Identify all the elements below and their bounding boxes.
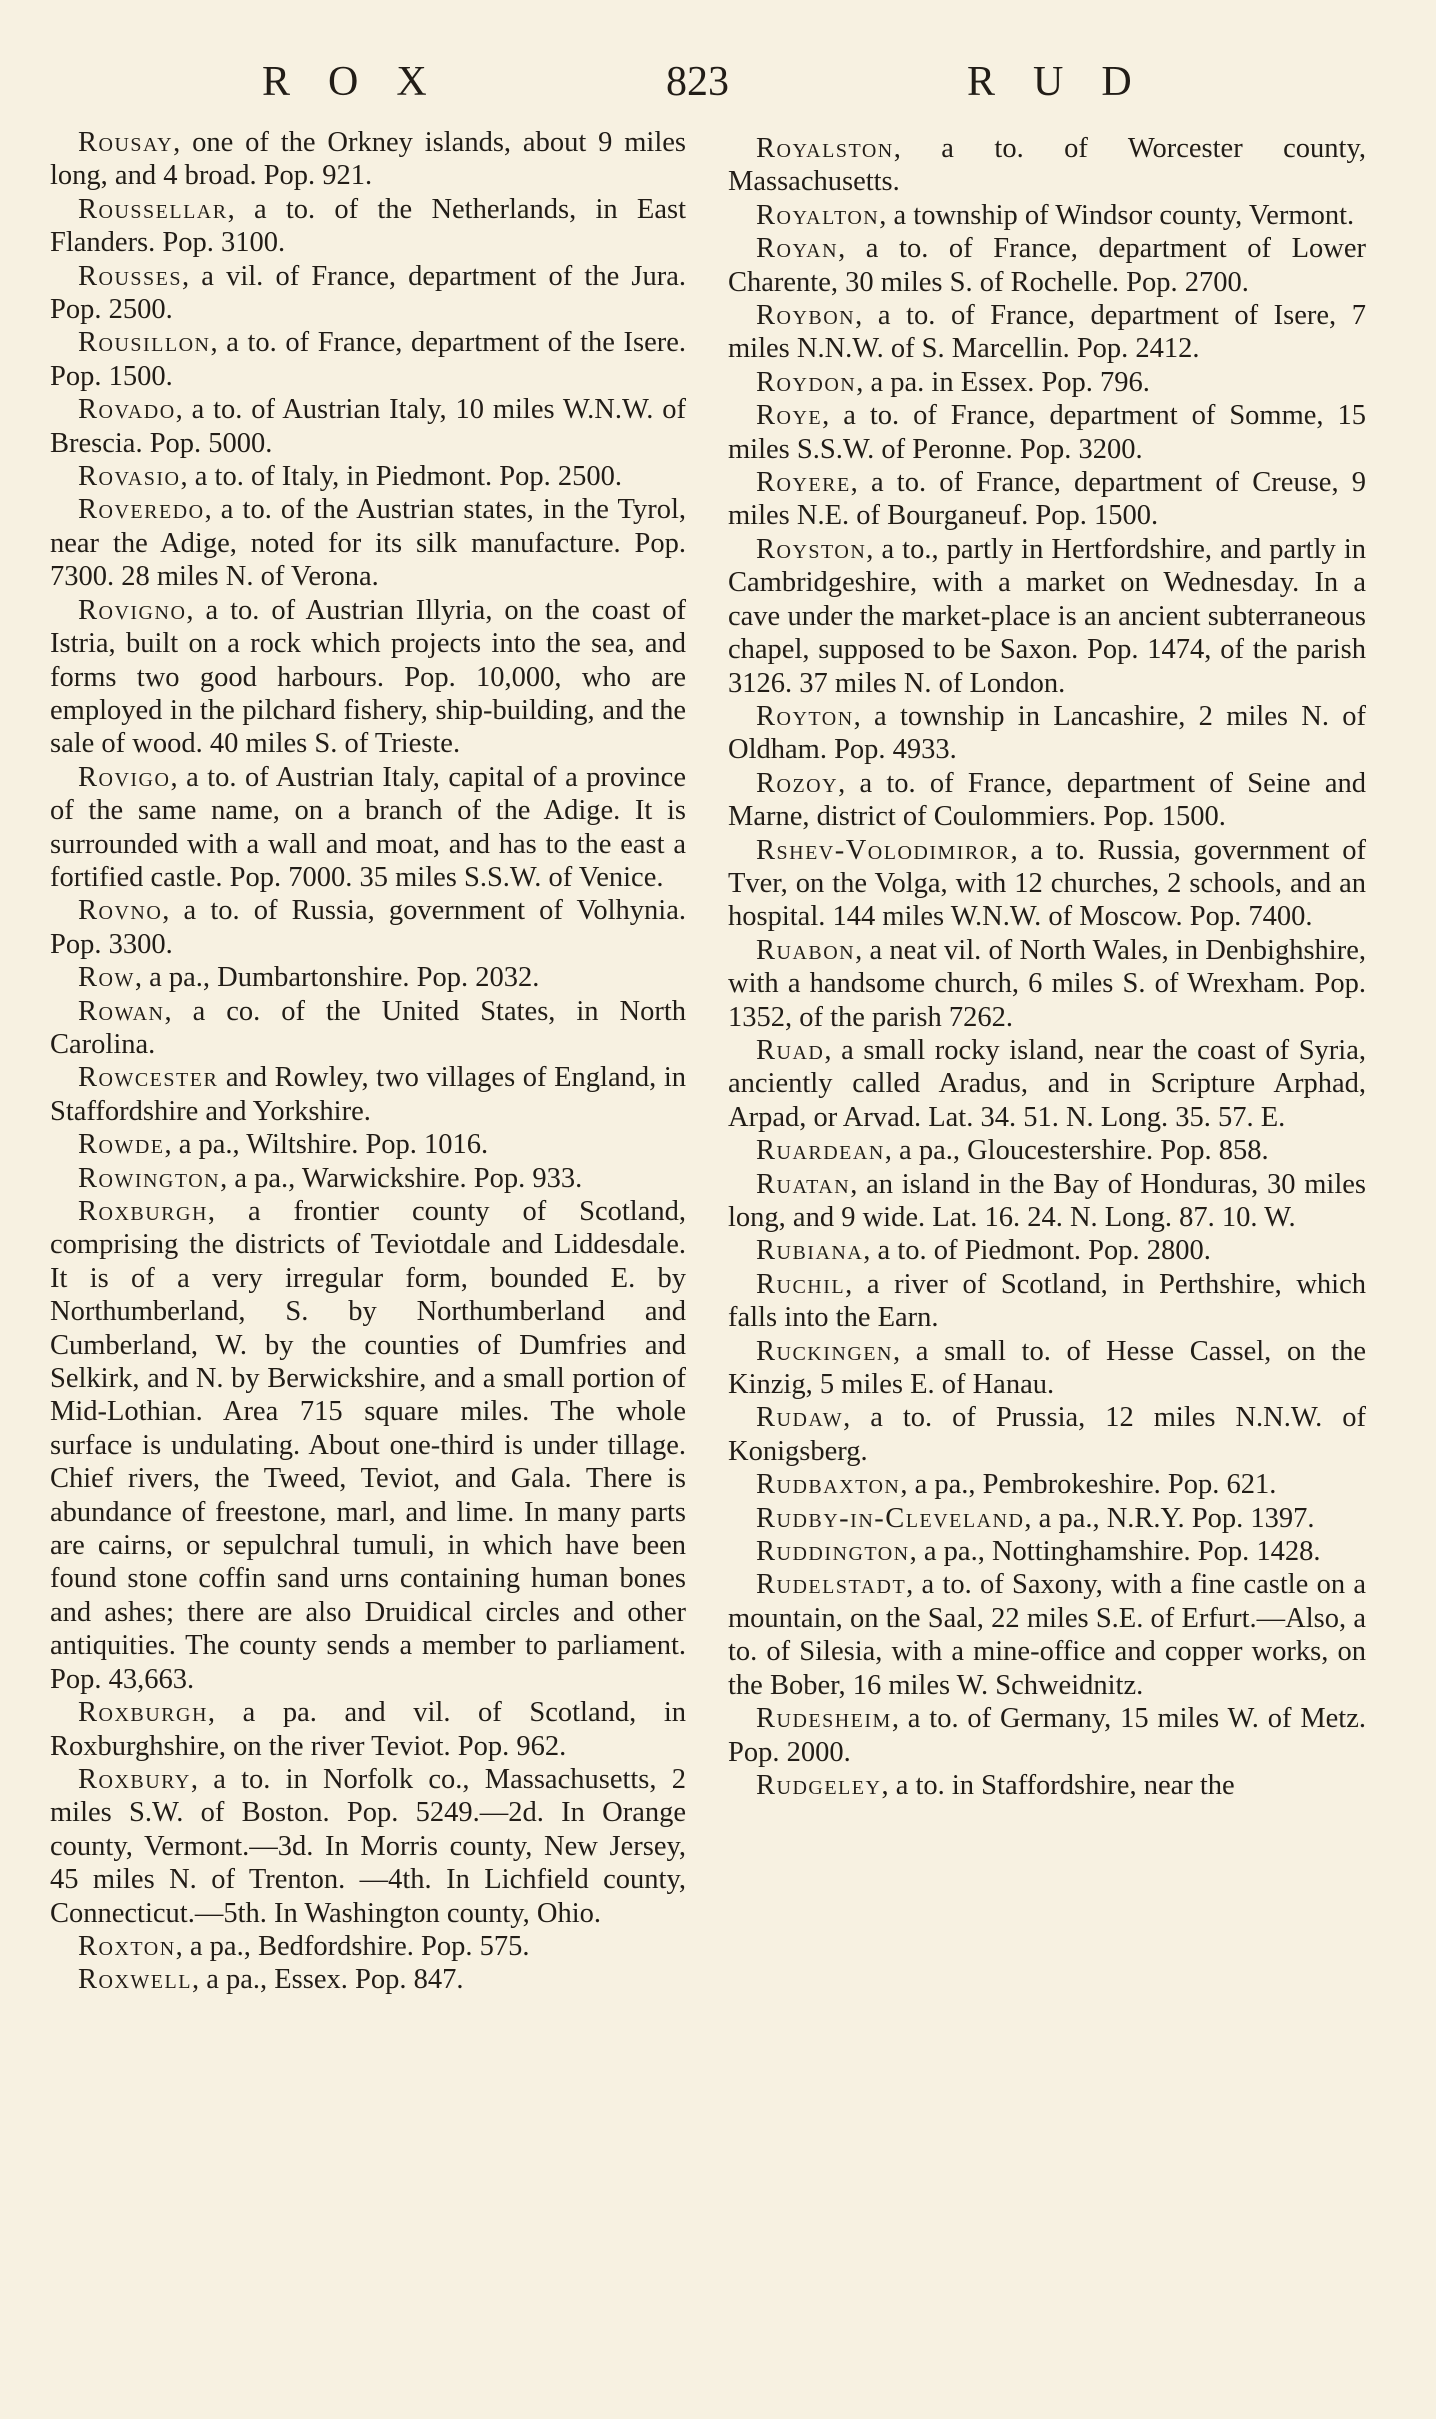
entry-text: , a co. of the United States, in North Carolina. [50, 995, 686, 1060]
entry-headword: Rubiana [756, 1235, 864, 1267]
gazetteer-entry [50, 460, 686, 493]
entry-headword: Ruddington [756, 1536, 910, 1568]
entry-headword: Royton [756, 700, 854, 732]
entry-headword: Royere [756, 467, 851, 499]
gazetteer-entry [50, 1963, 686, 1996]
gazetteer-entry [728, 533, 1366, 700]
entry-headword: Ruardean [756, 1135, 885, 1167]
gazetteer-entry [50, 1763, 686, 1930]
entry-text: , a to. of Germany, 15 miles W. of Metz. Pop. 2000. [728, 1703, 1366, 1768]
entry-headword: Rovigno [78, 594, 187, 626]
entry-headword: Royston [756, 533, 867, 565]
gazetteer-entry [728, 700, 1366, 767]
entry-text: , a pa. in Essex. Pop. 796. [856, 366, 1150, 398]
entry-headword: Rudbaxton [756, 1469, 901, 1501]
gazetteer-entry [728, 199, 1366, 232]
entry-text: , a to. of France, department of Isere, 7 miles N.N.W. of S. Marcellin. Pop. 2412. [728, 300, 1366, 365]
entry-headword: Ruatan [756, 1168, 851, 1200]
gazetteer-entry [728, 1234, 1366, 1267]
entry-headword: Rovado [78, 394, 176, 426]
entry-text: , a to. of Austrian Italy, capital of a province of the same name, on a branch of the Adige. It is surrounded with a wall and moat, and has to the east a fortified castle. Pop. 7000. 35 miles S.S.W. of Venice. [50, 761, 686, 893]
entry-text: , a to. of Saxony, with a fine castle on a mountain, on the Saal, 22 miles S.E. of Erfurt.—Also, a to. of Silesia, with a mine-office and copper works, on the Bober, 16 miles W. Schweidnitz. [728, 1569, 1366, 1701]
entry-headword: Ruad [756, 1034, 825, 1066]
gazetteer-entry [728, 1702, 1366, 1769]
entry-text: , a township of Windsor county, Vermont. [879, 199, 1355, 231]
gazetteer-entry [728, 1268, 1366, 1335]
entry-text: , a frontier county of Scotland, comprising the districts of Teviotdale and Liddesdale. It is of a very irregular form, bounded E. by Northumberland, S. by Northumberland and Cumberland, W. by the counties of Dumfries and Selkirk, and N. by Berwickshire, and a small portion of Mid-Lothian. Area 715 square miles. The whole surface is undulating. About one-third is under tillage. Chief rivers, the Tweed, Teviot, and Gala. There is abundance of freestone, marl, and lime. In many parts are cairns, or sepulchral tumuli, in which have been found stone coffin sand urns containing human bones and ashes; there are also Druidical circles and other antiquities. The county sends a member to parliament. Pop. 43,663. [50, 1196, 686, 1695]
gazetteer-entry [728, 1769, 1366, 1802]
gazetteer-entry [50, 594, 686, 761]
entry-headword: Royan [756, 233, 839, 265]
entry-headword: Roydon [756, 366, 857, 398]
entry-text: , a to. of Russia, government of Volhynia. Pop. 3300. [50, 895, 686, 960]
entry-text: , a neat vil. of North Wales, in Denbighshire, with a handsome church, 6 miles S. of Wrexham. Pop. 1352, of the parish 7262. [728, 934, 1366, 1033]
entry-headword: Ruchil [756, 1268, 846, 1300]
gazetteer-entry [728, 767, 1366, 834]
entry-headword: Roxbury [78, 1763, 191, 1795]
entry-headword: Rovigo [78, 761, 171, 793]
entry-text: , a small rocky island, near the coast of Syria, anciently called Aradus, and in Scripture Arphad, Arpad, or Arvad. Lat. 34. 51. N. Long. 35. 57. E. [728, 1034, 1366, 1133]
left-column [50, 126, 686, 1997]
gazetteer-entry [50, 1195, 686, 1696]
entry-text: , a pa., Warwickshire. Pop. 933. [220, 1162, 583, 1194]
gazetteer-entry [728, 934, 1366, 1034]
entry-text: , a to. of France, department of Lower Charente, 30 miles S. of Rochelle. Pop. 2700. [728, 233, 1366, 298]
gazetteer-entry [728, 366, 1366, 399]
gazetteer-entry [728, 1134, 1366, 1167]
entry-headword: Rshev-Volodimiror [756, 834, 1011, 866]
entry-headword: Rousses [78, 260, 182, 292]
entry-headword: Royalton [756, 199, 880, 231]
entry-headword: Roye [756, 400, 823, 432]
gazetteer-entry [50, 126, 686, 193]
gazetteer-entry [728, 1168, 1366, 1235]
entry-headword: Ruabon [756, 934, 856, 966]
entry-text: , a to. in Norfolk co., Massachusetts, 2 miles S.W. of Boston. Pop. 5249.—2d. In Orange county, Vermont.—3d. In Morris county, New Jersey, 45 miles N. of Trenton. —4th. In Lichfield county, Connecticut.—5th. In Washington county, Ohio. [50, 1763, 686, 1929]
gazetteer-entry [50, 1162, 686, 1195]
gazetteer-entry [728, 399, 1366, 466]
entry-text: , a to. of France, department of Seine and Marne, district of Coulommiers. Pop. 1500. [728, 767, 1366, 833]
entry-text: , a to. of Piedmont. Pop. 2800. [863, 1235, 1211, 1267]
gazetteer-entry [50, 1061, 686, 1128]
entry-text: , a to. of Austrian Illyria, on the coast of Istria, built on a rock which projects into the sea, and forms two good harbours. Pop. 10,000, who are employed in the pilchard fishery, ship-building, and the sale of wood. 40 miles S. of Trieste. [50, 594, 686, 760]
gazetteer-entry [728, 1335, 1366, 1402]
gazetteer-entry [728, 1568, 1366, 1702]
gazetteer-entry [50, 326, 686, 393]
entry-headword: Rousay [78, 127, 174, 158]
entry-headword: Roxwell [78, 1964, 192, 1996]
entry-text: , a to. of the Austrian states, in the Tyrol, near the Adige, noted for its silk manufacture. Pop. 7300. 28 miles N. of Verona. [50, 494, 686, 593]
entry-text: and Rowley, two villages of England, in Staffordshire and Yorkshire. [50, 1062, 686, 1127]
entry-headword: Roxburgh [78, 1697, 208, 1729]
gazetteer-entry [50, 961, 686, 994]
entry-headword: Rovasio [78, 461, 181, 493]
entry-headword: Rudelstadt [756, 1569, 907, 1601]
entry-headword: Row [78, 962, 135, 994]
gazetteer-entry [50, 193, 686, 260]
gazetteer-entry [50, 260, 686, 327]
entry-text: , a vil. of France, department of the Jura. Pop. 2500. [50, 260, 686, 326]
entry-headword: Roxburgh [78, 1196, 208, 1227]
gazetteer-entry [50, 761, 686, 895]
entry-headword: Rudby-in-Cleveland [756, 1502, 1025, 1534]
entry-text: , a to. Russia, government of Tver, on the Volga, with 12 churches, 2 schools, and an hospital. 144 miles W.N.W. of Moscow. Pop. 7400. [728, 834, 1366, 933]
entry-text: , a pa., Essex. Pop. 847. [191, 1964, 464, 1996]
entry-text: , a pa. and vil. of Scotland, in Roxburghshire, on the river Teviot. Pop. 962. [50, 1697, 686, 1762]
entry-text: , a to. of Worcester county, Massachusetts. [728, 133, 1366, 198]
header-right-guide-word: RUD [967, 59, 1170, 105]
entry-text: , a to., partly in Hertfordshire, and partly in Cambridgeshire, with a market on Wednesday. In a cave under the market-place is an ancient subterraneous chapel, supposed to be Saxon. Pop. 1474, of the parish 3126. 37 miles N. of London. [728, 533, 1366, 699]
entry-headword: Ruckingen [756, 1335, 893, 1367]
entry-headword: Roveredo [78, 494, 205, 526]
entry-text: , a to. of France, department of Creuse, 9 miles N.E. of Bourganeuf. Pop. 1500. [728, 467, 1366, 532]
entry-headword: Rovno [78, 895, 163, 927]
entry-text: , a to. of Prussia, 12 miles N.N.W. of Konigsberg. [728, 1402, 1366, 1467]
entry-text: , a to. of the Netherlands, in East Flanders. Pop. 3100. [50, 193, 686, 259]
running-header [0, 58, 1436, 118]
gazetteer-entry [50, 1930, 686, 1963]
gazetteer-entry [50, 1696, 686, 1763]
gazetteer-entry [728, 1502, 1366, 1535]
entry-text: , a to. in Staffordshire, near the [881, 1769, 1235, 1801]
entry-headword: Roussellar [78, 193, 228, 225]
gazetteer-entry [50, 894, 686, 961]
entry-headword: Rowan [78, 995, 165, 1027]
page-number: 823 [666, 59, 729, 105]
entry-text: , a pa., Nottinghamshire. Pop. 1428. [909, 1536, 1321, 1568]
entry-text: , a to. of France, department of the Isere. Pop. 1500. [50, 327, 686, 392]
gazetteer-entry [728, 232, 1366, 299]
entry-text: , a pa., Gloucestershire. Pop. 858. [884, 1135, 1269, 1167]
entry-headword: Roybon [756, 300, 856, 332]
gazetteer-entry [728, 1401, 1366, 1468]
entry-headword: Rudgeley [756, 1769, 882, 1801]
gazetteer-entry [728, 1468, 1366, 1501]
entry-text: , a pa., Pembrokeshire. Pop. 621. [900, 1469, 1277, 1501]
entry-text: , a to. of France, department of Somme, 15 miles S.S.W. of Peronne. Pop. 3200. [728, 400, 1366, 465]
entry-text: , an island in the Bay of Honduras, 30 miles long, and 9 wide. Lat. 16. 24. N. Long. 87. 10. W. [728, 1168, 1366, 1233]
gazetteer-entry [728, 466, 1366, 533]
entry-text: , a pa., Wiltshire. Pop. 1016. [164, 1129, 489, 1161]
entry-headword: Rudaw [756, 1402, 844, 1434]
entry-text: , a to. of Italy, in Piedmont. Pop. 2500. [180, 461, 622, 493]
gazetteer-entry [728, 834, 1366, 934]
entry-headword: Rozoy [756, 767, 839, 799]
gazetteer-entry [728, 132, 1366, 199]
header-left-guide-word: ROX [262, 59, 465, 105]
gazetteer-entry [728, 1535, 1366, 1568]
entry-text: , one of the Orkney islands, about 9 miles long, and 4 broad. Pop. 921. [50, 127, 686, 192]
gazetteer-entry [50, 995, 686, 1062]
entry-headword: Rowde [78, 1129, 165, 1161]
entry-text: , a pa., Dumbartonshire. Pop. 2032. [134, 962, 540, 994]
entry-text: , a small to. of Hesse Cassel, on the Kinzig, 5 miles E. of Hanau. [728, 1335, 1366, 1401]
entry-text: , a pa., N.R.Y. Pop. 1397. [1024, 1502, 1315, 1534]
entry-headword: Rousillon [78, 327, 211, 359]
entry-text: , a pa., Bedfordshire. Pop. 575. [175, 1930, 530, 1962]
entry-headword: Rudesheim [756, 1703, 892, 1735]
gazetteer-entry [728, 1034, 1366, 1134]
entry-text: , a river of Scotland, in Perthshire, which falls into the Earn. [728, 1268, 1366, 1334]
gazetteer-entry [50, 1128, 686, 1161]
entry-text: , a to. of Austrian Italy, 10 miles W.N.W. of Brescia. Pop. 5000. [50, 394, 686, 459]
entry-text: , a township in Lancashire, 2 miles N. of Oldham. Pop. 4933. [728, 700, 1366, 766]
gazetteer-entry [50, 393, 686, 460]
gazetteer-entry [728, 299, 1366, 366]
entry-headword: Roxton [78, 1930, 176, 1962]
right-column [728, 132, 1366, 1802]
entry-headword: Rowington [78, 1162, 221, 1194]
gazetteer-entry [50, 493, 686, 593]
entry-headword: Rowcester [78, 1062, 219, 1094]
entry-headword: Royalston [756, 133, 894, 164]
